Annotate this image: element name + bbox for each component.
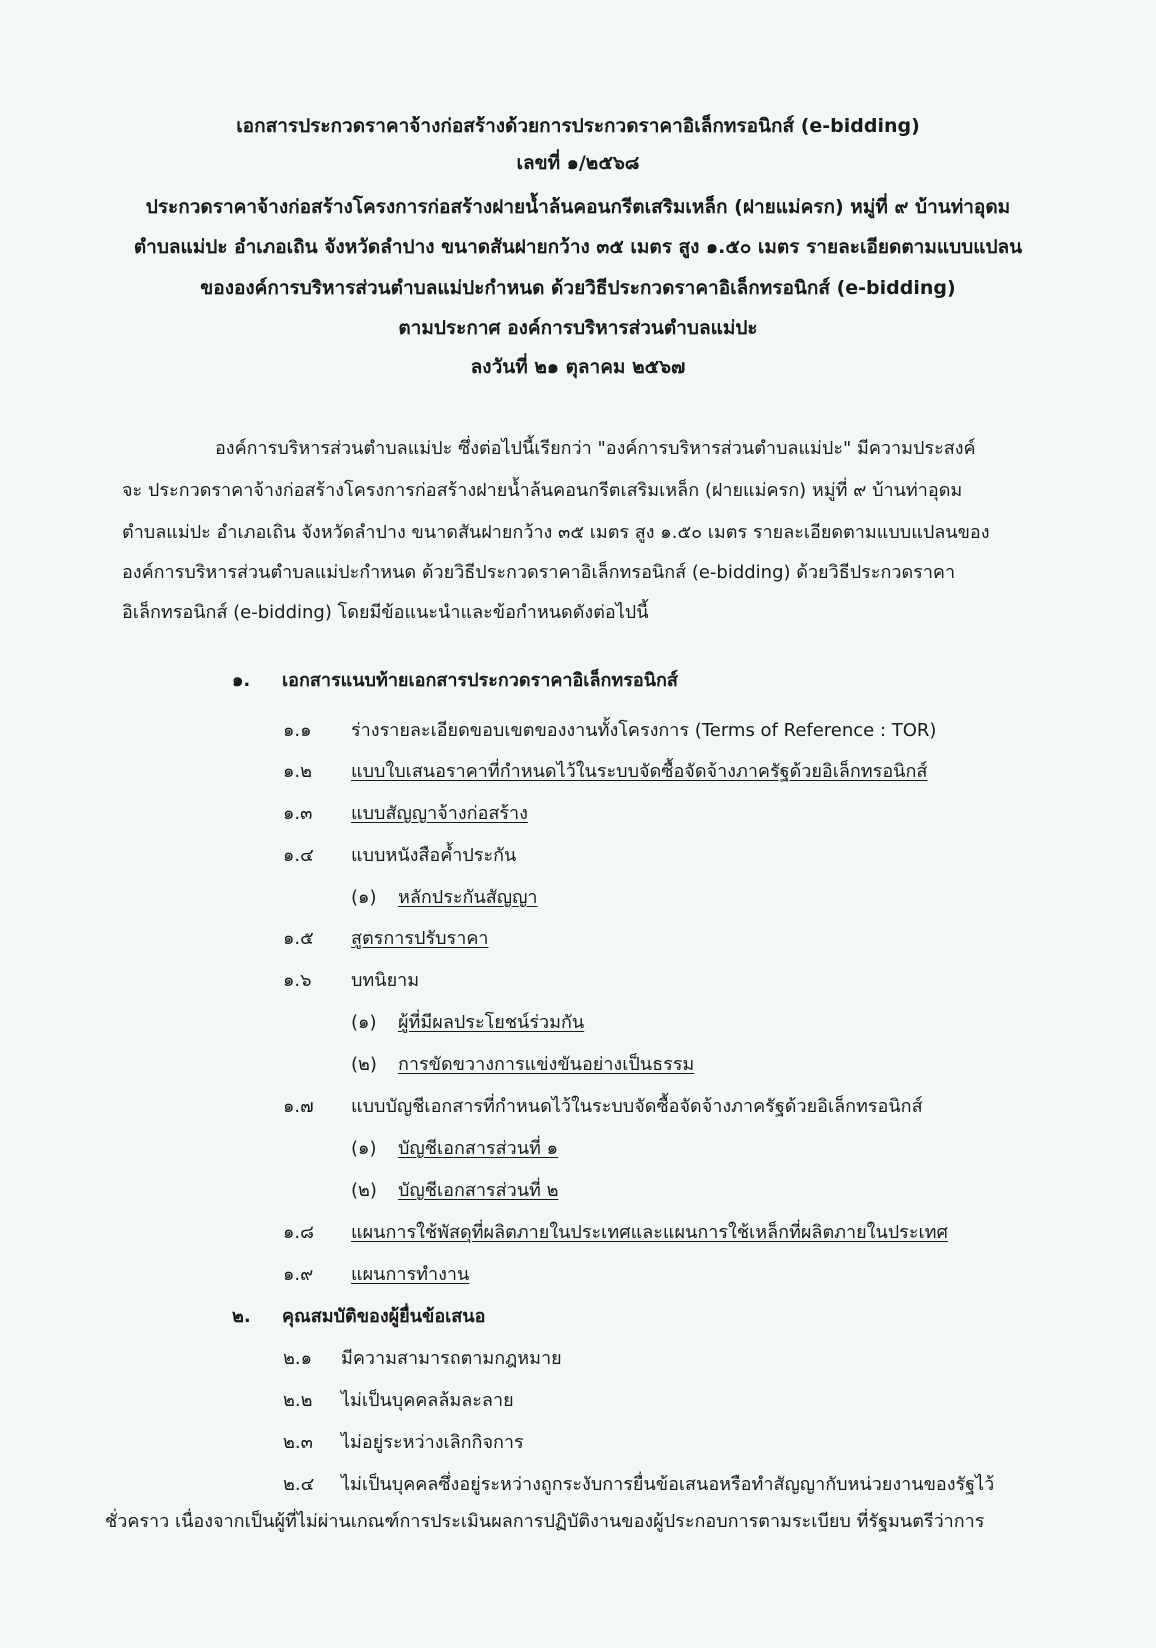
project-title-line-2: ตำบลแม่ปะ อำเภอเถิน จังหวัดลำปาง ขนาดสันฝายกว้าง ๓๕ เมตร สูง ๑.๕๐ เมตร รายละเอียดตามแบบแปลน: [133, 236, 1023, 258]
link-price-adjustment[interactable]: สูตรการปรับราคา: [351, 928, 489, 949]
item-number: ๒.๑: [283, 1348, 313, 1369]
intro-line-1: องค์การบริหารส่วนตำบลแม่ปะ ซึ่งต่อไปนี้เรียกว่า "องค์การบริหารส่วนตำบลแม่ปะ" มีความประสงค์: [215, 438, 976, 459]
link-work-plan[interactable]: แผนการทำงาน: [351, 1264, 470, 1285]
intro-line-5: อิเล็กทรอนิกส์ (e-bidding) โดยมีข้อแนะนำและข้อกำหนดดังต่อไปนี้: [122, 602, 649, 623]
link-domestic-materials-plan[interactable]: แผนการใช้พัสดุที่ผลิตภายในประเทศและแผนการใช้เหล็กที่ผลิตภายในประเทศ: [351, 1222, 948, 1243]
link-contract-security[interactable]: หลักประกันสัญญา: [398, 887, 538, 908]
item-number: ๑.๖: [283, 970, 312, 991]
intro-line-4: องค์การบริหารส่วนตำบลแม่ปะกำหนด ด้วยวิธีประกวดราคาอิเล็กทรอนิกส์ (e-bidding) ด้วยวิธีประกวดราคา: [122, 562, 956, 583]
subitem-number: (๑): [351, 887, 377, 908]
item-number: ๑.๑: [283, 720, 312, 741]
link-document-part-1[interactable]: บัญชีเอกสารส่วนที่ ๑: [398, 1138, 559, 1159]
item-definitions: บทนิยาม: [351, 970, 420, 991]
section-1-title: เอกสารแนบท้ายเอกสารประกวดราคาอิเล็กทรอนิกส์: [282, 670, 678, 691]
section-2-title: คุณสมบัติของผู้ยื่นข้อเสนอ: [282, 1306, 486, 1327]
item-document-list: แบบบัญชีเอกสารที่กำหนดไว้ในระบบจัดซื้อจัดจ้างภาครัฐด้วยอิเล็กทรอนิกส์: [351, 1096, 923, 1117]
item-not-dissolving: ไม่อยู่ระหว่างเลิกกิจการ: [341, 1432, 524, 1453]
item-number: ๒.๓: [283, 1432, 313, 1453]
item-not-bankrupt: ไม่เป็นบุคคลล้มละลาย: [341, 1390, 514, 1411]
section-1-number: ๑.: [232, 670, 251, 691]
item-number: ๑.๗: [283, 1096, 314, 1117]
item-tor: ร่างรายละเอียดขอบเขตของงานทั้งโครงการ (Terms of Reference : TOR): [351, 720, 937, 741]
link-common-interest[interactable]: ผู้ที่มีผลประโยชน์ร่วมกัน: [398, 1012, 585, 1033]
announcement-date: ลงวันที่ ๒๑ ตุลาคม ๒๕๖๗: [470, 356, 686, 378]
subitem-number: (๒): [351, 1180, 377, 1201]
item-not-suspended: ไม่เป็นบุคคลซึ่งอยู่ระหว่างถูกระงับการยื่นข้อเสนอหรือทำสัญญากับหน่วยงานของรัฐไว้: [341, 1474, 995, 1495]
item-number: ๑.๒: [283, 761, 313, 782]
link-document-part-2[interactable]: บัญชีเอกสารส่วนที่ ๒: [398, 1180, 559, 1201]
item-number: ๒.๔: [283, 1474, 315, 1495]
subitem-number: (๒): [351, 1054, 377, 1075]
link-construction-contract[interactable]: แบบสัญญาจ้างก่อสร้าง: [351, 803, 528, 824]
item-number: ๑.๕: [283, 928, 314, 949]
item-continuation: ชั่วคราว เนื่องจากเป็นผู้ที่ไม่ผ่านเกณฑ์การประเมินผลการปฏิบัติงานของผู้ประกอบการตามระเบียบ ที่รัฐมนตรีว่าการ: [105, 1511, 985, 1532]
subitem-number: (๑): [351, 1138, 377, 1159]
doc-number: เลขที่ ๑/๒๕๖๘: [516, 152, 640, 174]
intro-line-2: จะ ประกวดราคาจ้างก่อสร้างโครงการก่อสร้างฝายน้ำล้นคอนกรีตเสริมเหล็ก (ฝายแม่ครก) หมู่ที่ ๙ บ้านท่าอุดม: [122, 480, 963, 501]
subitem-number: (๑): [351, 1012, 377, 1033]
link-fair-competition[interactable]: การขัดขวางการแข่งขันอย่างเป็นธรรม: [398, 1054, 695, 1075]
item-number: ๑.๔: [283, 845, 314, 866]
project-title-line-1: ประกวดราคาจ้างก่อสร้างโครงการก่อสร้างฝายน้ำล้นคอนกรีตเสริมเหล็ก (ฝายแม่ครก) หมู่ที่ ๙ บ้านท่าอุดม: [145, 196, 1011, 218]
project-title-line-3: ขององค์การบริหารส่วนตำบลแม่ปะกำหนด ด้วยวิธีประกวดราคาอิเล็กทรอนิกส์ (e-bidding): [200, 277, 956, 299]
link-bid-form[interactable]: แบบใบเสนอราคาที่กำหนดไว้ในระบบจัดซื้อจัดจ้างภาครัฐด้วยอิเล็กทรอนิกส์: [351, 761, 928, 782]
item-guarantee-letter: แบบหนังสือค้ำประกัน: [351, 845, 517, 866]
item-number: ๒.๒: [283, 1390, 313, 1411]
announcement-line: ตามประกาศ องค์การบริหารส่วนตำบลแม่ปะ: [398, 317, 758, 339]
section-2-number: ๒.: [232, 1306, 251, 1327]
doc-title: เอกสารประกวดราคาจ้างก่อสร้างด้วยการประกวดราคาอิเล็กทรอนิกส์ (e-bidding): [236, 115, 920, 137]
intro-line-3: ตำบลแม่ปะ อำเภอเถิน จังหวัดลำปาง ขนาดสันฝายกว้าง ๓๕ เมตร สูง ๑.๕๐ เมตร รายละเอียดตามแบบแปลนของ: [122, 522, 990, 543]
item-number: ๑.๓: [283, 803, 313, 824]
item-legal-capacity: มีความสามารถตามกฎหมาย: [341, 1348, 562, 1369]
item-number: ๑.๘: [283, 1222, 315, 1243]
item-number: ๑.๙: [283, 1264, 314, 1285]
